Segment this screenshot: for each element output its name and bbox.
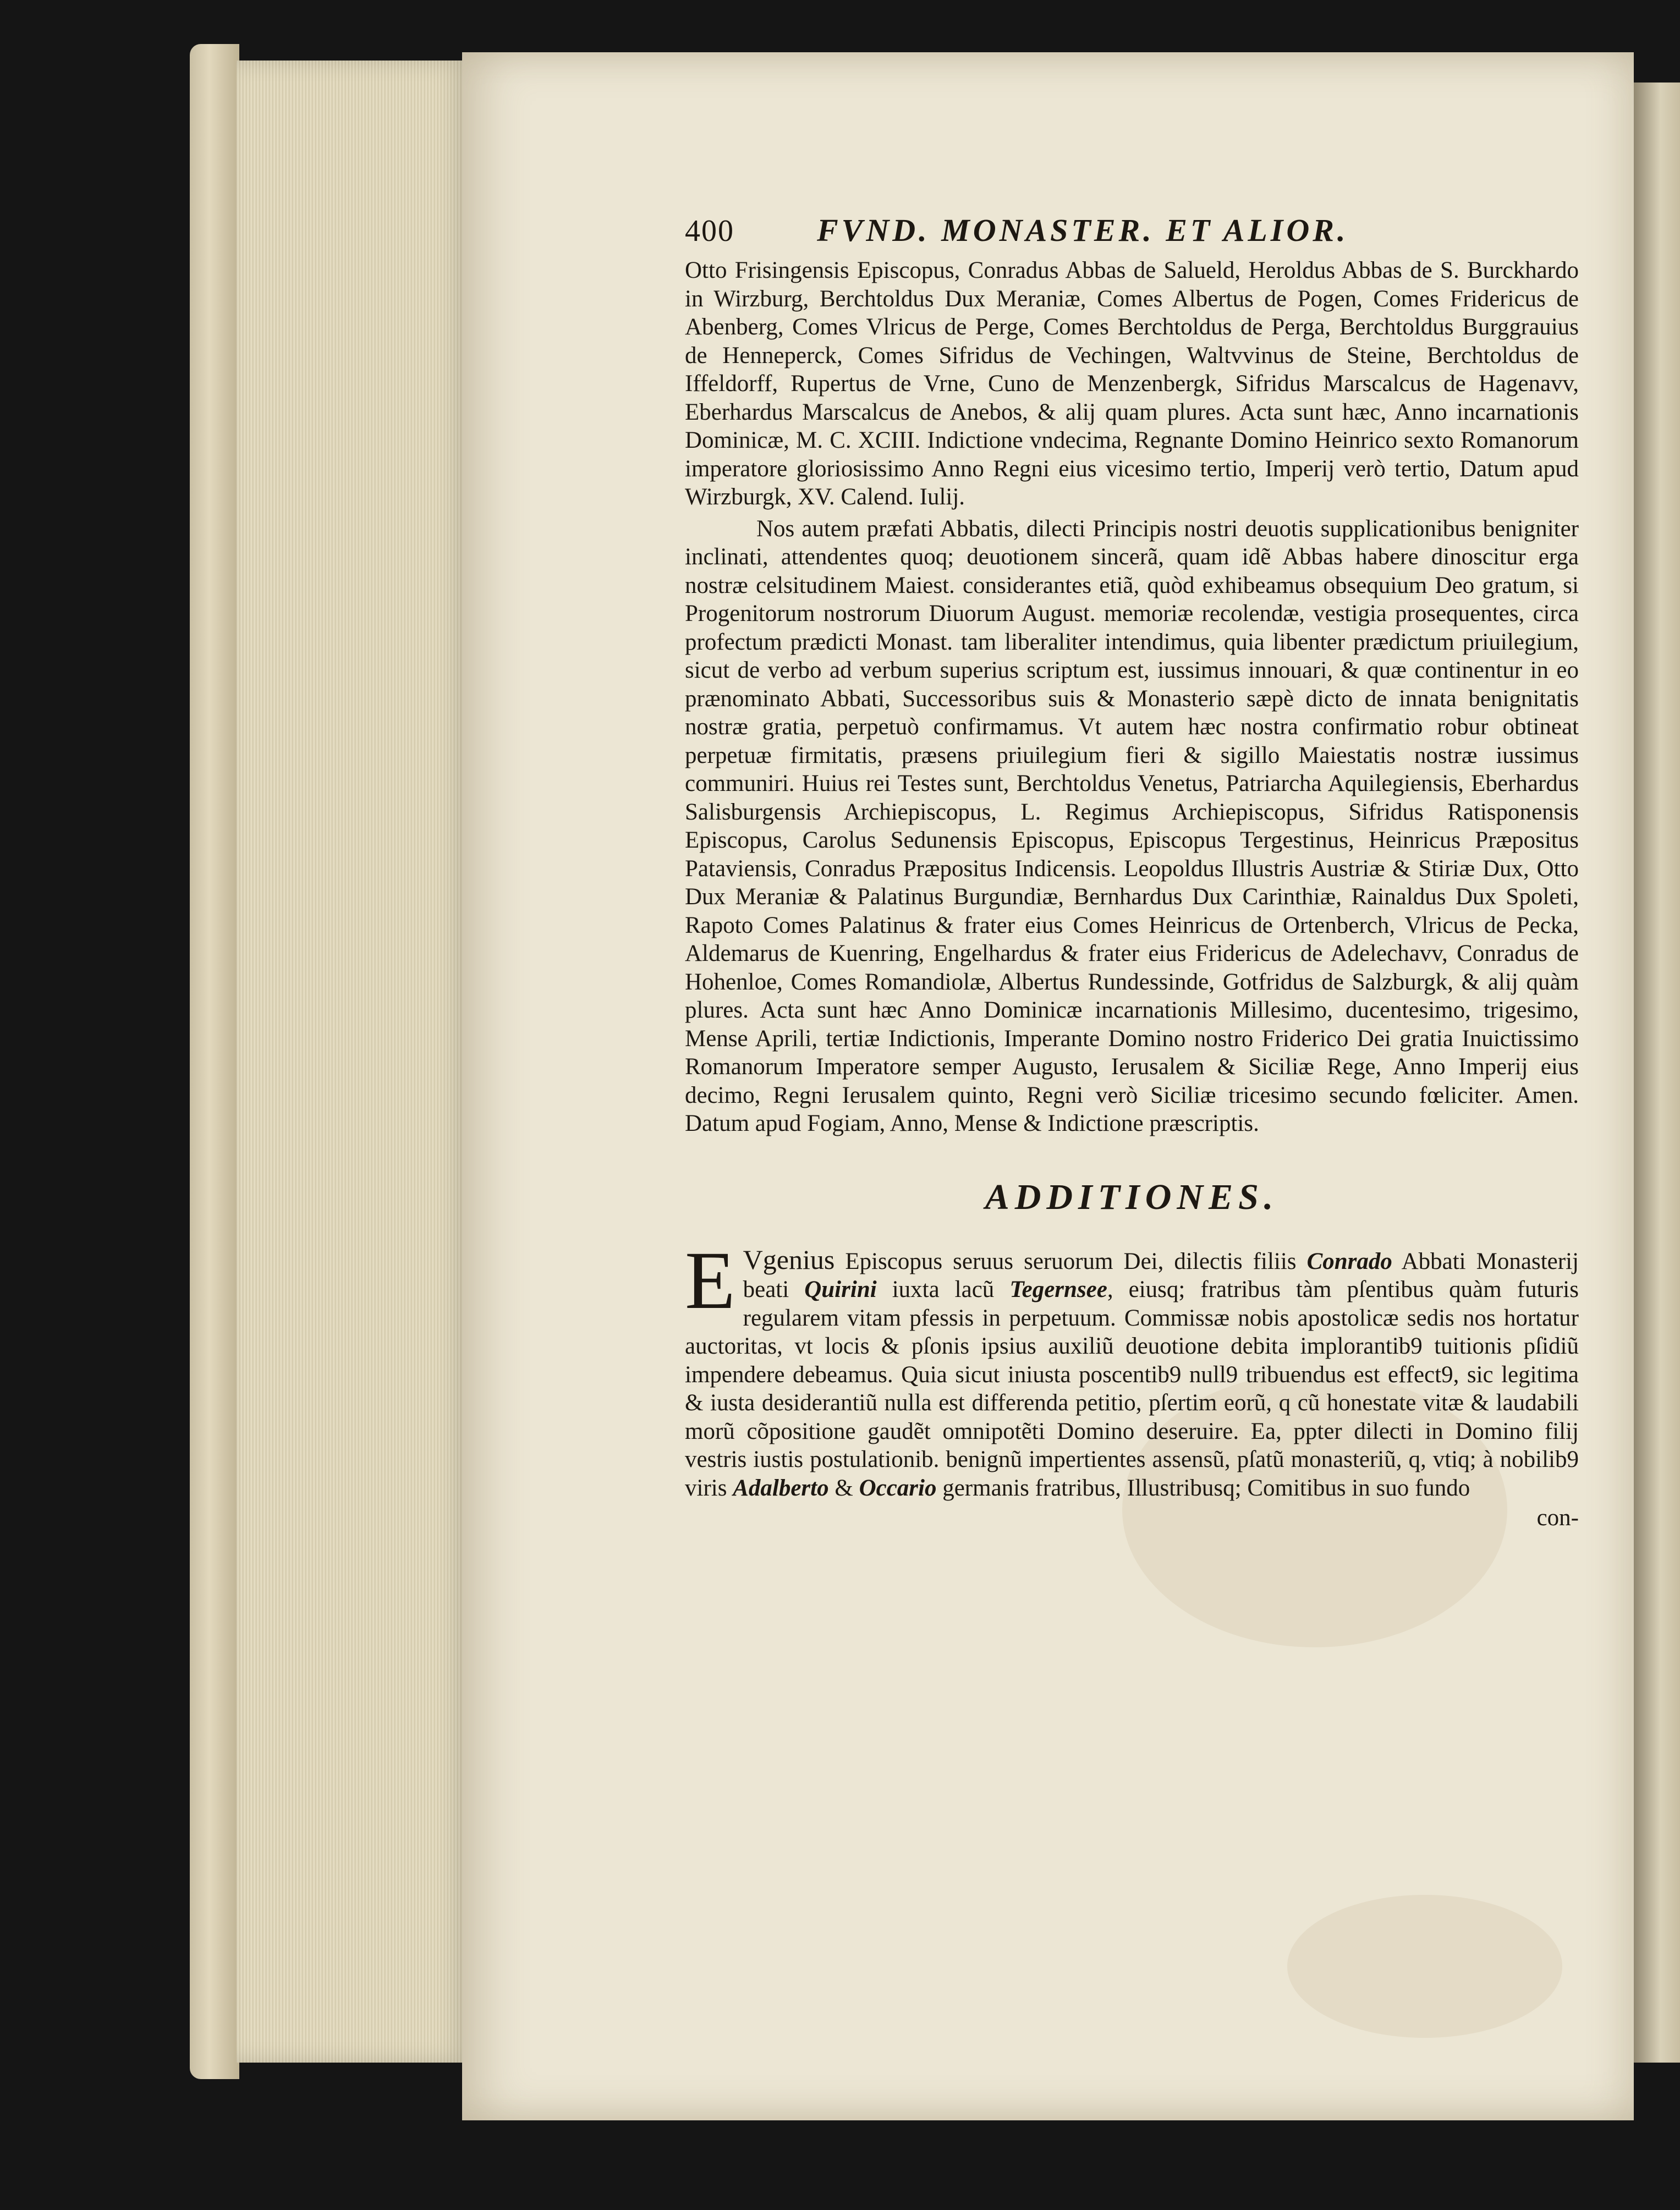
confirmation-paragraph: Nos autem præfati Abbatis, dilecti Principis nostri deuotis supplicationibus benigniter inclinati, attendentes quoq; deuotionem sincerã, quam idẽ Abbas habere dinoscitur erga nostræ celsitudinem Maiest. considerantes etiã, quòd exhibeamus obsequium Deo gratum, si Progenitorum nostrorum Diuorum August. memoriæ recolendæ, vestigia prosequentes, circa profectum prædicti Monast. tam liberaliter intendimus, quia libenter prædictum priuilegium, sicut de verbo ad verbum superius scriptum est, iussimus innouari, & quæ continentur in eo prænominato Abbati, Successoribus suis & Monasterio sæpè dicto de innata benignitatis nostræ gratia, perpetuò confirmamus. Vt autem hæc nostra confirmatio robur obtineat perpetuæ firmitatis, præsens priuilegium fieri & sigillo Maiestatis nostræ iussimus communiri. Huius rei Testes sunt, Berchtoldus Venetus, Patriarcha Aquilegiensis, Eberhardus Salisburgensis Archiepiscopus, L. Regimus Archiepiscopus, Sifridus Ratisponensis Episcopus, Carolus Sedunensis Episcopus, Episcopus Tergestinus, Heinricus Præpositus Pataviensis, Conradus Præpositus Indicensis. Leopoldus Illustris Austriæ & Stiriæ Dux, Otto Dux Meraniæ & Palatinus Burgundiæ, Bernhardus Dux Carinthiæ, Rainaldus Dux Spoleti, Rapoto Comes Palatinus & frater eius Comes Heinricus de Ortenberch, Vlricus de Pecka, Aldemarus de Kuenring, Engelhardus & frater eius Fridericus de Adelechavv, Conradus de Hohenloe, Comes Romandiolæ, Albertus Rundessinde, Gotfridus de Salzburgk, & alij quàm plures. Acta sunt hæc Anno Dominicæ incarnationis Millesimo, ducentesimo, trigesimo, Mense Aprili, tertiæ Indictionis, Imperante Domino nostro Friderico Dei gratia Inuictissimo Romanorum Imperatore semper Augusto, Ierusalem & Siciliæ Rege, Anno Imperij eius decimo, Regni Ierusalem quinto, Regni verò Siciliæ tricesimo secundo fœliciter. Amen. Datum apud Fogiam, Anno, Mense & Indictione præscriptis. <box>685 515 1579 1136</box>
running-title: FVND. MONASTER. ET ALIOR. <box>817 212 1349 248</box>
bull-text: Episcopus seruus seruorum Dei, dilectis filiis <box>834 1248 1307 1274</box>
name-adalbert: Adalberto <box>733 1475 829 1501</box>
name-conrad: Conrado <box>1306 1248 1392 1274</box>
catchword: con- <box>1536 1505 1579 1531</box>
page-content <box>685 212 1579 1531</box>
running-head <box>685 212 1579 249</box>
book-spine <box>190 44 239 2079</box>
page-edges <box>237 61 468 2063</box>
page-number: 400 <box>685 214 734 248</box>
bull-text: iuxta lacũ <box>876 1277 1010 1302</box>
charter-witness-paragraph: Otto Frisingensis Episcopus, Conradus Abbas de Salueld, Heroldus Abbas de S. Burckhardo in Wirzburg, Berchtoldus Dux Meraniæ, Comes Albertus de Pogen, Comes Fridericus de Abenberg, Comes Vlricus de Perge, Comes Berchtoldus de Perga, Berchtoldus Burggrauius de Henneperck, Comes Sifridus de Vechingen, Waltvvinus de Steine, Berchtoldus de Iffeldorff, Rupertus de Vrne, Cuno de Menzenbergk, Sifridus Marscalcus de Hagenavv, Eberhardus Marscalcus de Anebos, & alij quam plures. Acta sunt hæc, Anno incarnationis Dominicæ, M. C. XCIII. Indictione vndecima, Regnante Domino Heinrico sexto Romanorum imperatore gloriosissimo Anno Regni eius vicesimo tertio, Imperij verò tertio, Datum apud Wirzburgk, XV. Calend. Iulij. <box>685 257 1579 510</box>
paper-stain <box>1287 1895 1562 2038</box>
name-tegernsee: Tegernsee <box>1009 1277 1107 1302</box>
bull-text: Abbati Monasterij beati <box>743 1248 1579 1302</box>
name-occario: Occario <box>859 1475 937 1501</box>
bull-opening-word: Vgenius <box>743 1244 835 1275</box>
papal-bull-paragraph <box>685 1234 1579 1503</box>
bull-text: germanis fratribus, Illustribusq; Comitibus in suo fundo <box>936 1475 1470 1501</box>
facing-page-edge <box>1631 83 1680 2063</box>
section-heading: ADDITIONES. <box>985 1177 1279 1217</box>
name-quirini: Quirini <box>804 1277 877 1302</box>
bull-text: , eiusq; fratribus tàm pſentibus quàm futuris regularem vitam pfessis in perpetuum. Commissæ nobis apostolicæ sedis nos hortatur auctoritas, vt locis & pſonis ipsius auxiliũ deuotione debita implorantib9 tuitionis pſidiũ impendere debeamus. Quia sicut iniusta poscentib9 null9 tribuendus est effect9, sic legitima & iusta desiderantiũ nulla est differenda petitio, pſertim eorũ, q cũ honestate vitæ & laudabili morũ cõpositione gaudẽt omnipotẽti Domino deseruire. Ea, ppter dilecti in Domino filij vestris iustis postulationib. benignũ impertientes assensũ, pſatũ monasteriũ, q, vtiq; à nobilib9 viris <box>685 1277 1579 1501</box>
bull-text: & <box>828 1475 859 1501</box>
drop-cap: E <box>685 1234 735 1326</box>
